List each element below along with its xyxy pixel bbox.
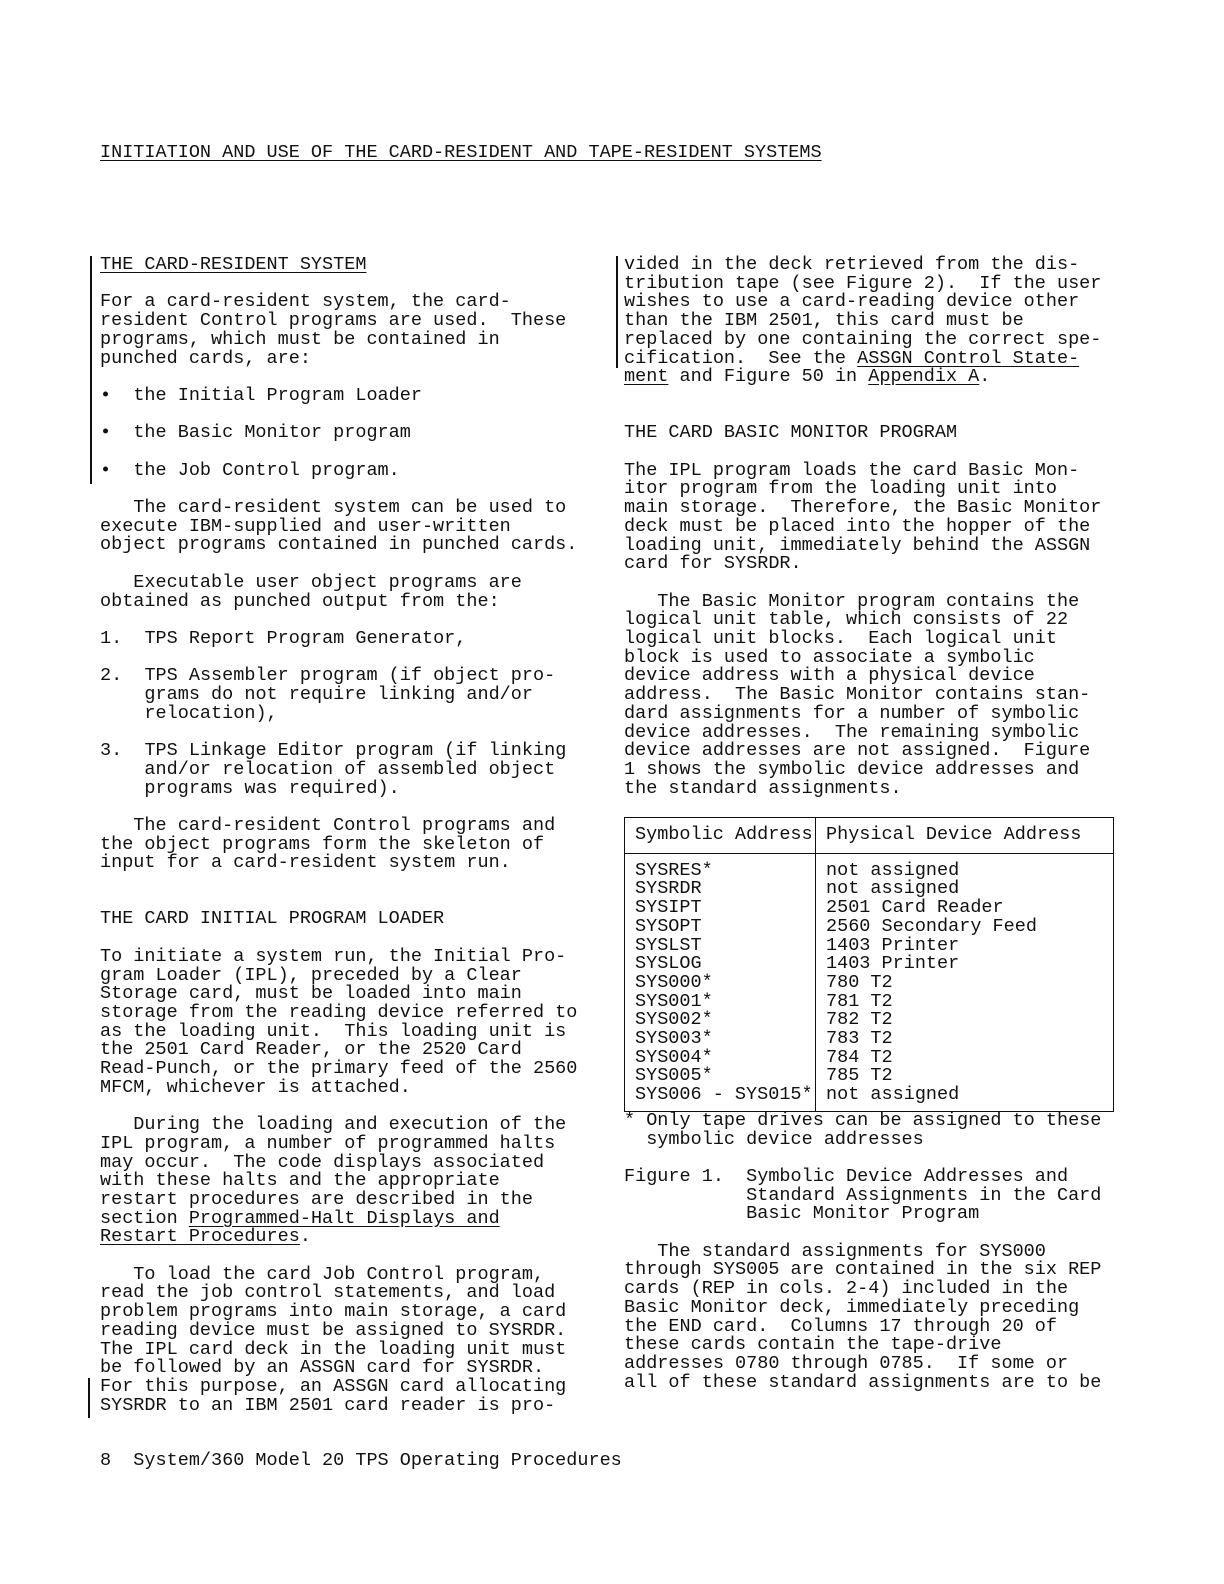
- cross-reference-link[interactable]: ASSGN Control State-: [857, 347, 1080, 369]
- text-line: wishes to use a card-reading device other: [624, 291, 1080, 313]
- paragraph: [624, 459, 1124, 575]
- text-line: deck must be placed into the hopper of the: [624, 515, 1091, 537]
- paragraph: [100, 571, 600, 612]
- text-line: reading device must be assigned to SYSRDR.: [100, 1319, 567, 1341]
- bullet-item: • the Initial Program Loader: [100, 384, 422, 406]
- text-line: addresses 0780 through 0785. If some or: [624, 1352, 1069, 1374]
- table-row: [625, 1030, 1114, 1049]
- text-line: programs, which must be contained in: [100, 328, 500, 350]
- paragraph: [624, 1240, 1124, 1393]
- column-header: Symbolic Address: [625, 818, 816, 854]
- text-line: The IPL card deck in the loading unit must: [100, 1338, 567, 1360]
- text-line: During the loading and execution of the: [100, 1114, 567, 1136]
- table-cell: SYS000*: [625, 974, 816, 993]
- revision-bar: [90, 256, 92, 484]
- list-item: 2. TPS Assembler program (if object pro-: [100, 665, 556, 687]
- table-cell: not assigned: [826, 859, 960, 881]
- text-line: itor program from the loading unit into: [624, 478, 1057, 500]
- table-header-row: [625, 818, 1114, 854]
- list-item: 1. TPS Report Program Generator,: [100, 627, 467, 649]
- table-cell: SYSIPT: [625, 899, 816, 918]
- paragraph: [100, 499, 600, 555]
- paragraph: [100, 945, 600, 1098]
- text-line: all of these standard assignments are to be: [624, 1371, 1102, 1393]
- cross-reference-link[interactable]: Programmed-Halt Displays and: [188, 1207, 500, 1229]
- text-line: relocation),: [144, 702, 278, 724]
- text-line: logical unit blocks. Each logical unit: [624, 628, 1057, 649]
- paragraph: [100, 293, 600, 368]
- table-cell: SYSOPT: [625, 918, 816, 937]
- text-line: The standard assignments for SYS000: [624, 1240, 1046, 1262]
- text-line: MFCM, whichever is attached.: [100, 1076, 411, 1098]
- table-cell: 1403 Printer: [826, 953, 960, 975]
- paragraph: [100, 814, 600, 874]
- text-line: punched cards, are:: [100, 347, 311, 369]
- text-line: Basic Monitor Program: [624, 1203, 980, 1225]
- text-line: ment and Figure 50 in Appendix A.: [624, 366, 991, 388]
- bullet-item: • the Job Control program.: [100, 459, 400, 481]
- table-row: [625, 974, 1114, 993]
- text-line: grams do not require linking and/or: [144, 684, 533, 706]
- appendix-link[interactable]: Appendix A: [868, 366, 980, 388]
- text-line: section Programmed-Halt Displays and: [100, 1207, 500, 1229]
- text-line: input for a card-resident system run.: [100, 852, 511, 874]
- text-line: and/or relocation of assembled object: [144, 758, 556, 780]
- section-heading-initial-program-loader: THE CARD INITIAL PROGRAM LOADER: [100, 908, 445, 930]
- text-line: dard assignments for a number of symbolic: [624, 702, 1080, 724]
- table-cell: 781 T2: [826, 990, 893, 1012]
- table-cell: 783 T2: [826, 1028, 893, 1050]
- text-line: execute IBM-supplied and user-written: [100, 515, 511, 537]
- table-cell: SYS002*: [625, 1011, 816, 1030]
- table-cell: SYSLST: [625, 937, 816, 956]
- text-line: IPL program, a number of programmed halts: [100, 1132, 556, 1154]
- text-line: be followed by an ASSGN card for SYSRDR.: [100, 1357, 545, 1379]
- text-line: cards (REP in cols. 2-4) included in the: [624, 1278, 1069, 1300]
- text-line: device addresses are not assigned. Figure: [624, 740, 1091, 762]
- table-footnote: [624, 1109, 1124, 1150]
- text-line: device address with a physical device: [624, 665, 1035, 687]
- text-line: the END card. Columns 17 through 20 of: [624, 1315, 1057, 1337]
- text-line: object programs contained in punched cards.: [100, 534, 578, 556]
- text-line: device addresses. The remaining symbolic: [624, 721, 1080, 743]
- text-line: Standard Assignments in the Card: [624, 1184, 1102, 1206]
- text-line: read the job control statements, and load: [100, 1282, 556, 1304]
- text-line: card for SYSRDR.: [624, 553, 802, 575]
- right-column: [624, 256, 1124, 1392]
- text-line: The Basic Monitor program contains the: [624, 590, 1080, 612]
- table-cell: SYSRES*: [625, 853, 816, 880]
- text-line: the standard assignments.: [624, 777, 902, 799]
- table-cell: SYS006 - SYS015*: [625, 1086, 816, 1111]
- text-line: Restart Procedures.: [100, 1226, 311, 1248]
- left-column: [100, 256, 600, 1415]
- text-line: Storage card, must be loaded into main: [100, 983, 522, 1005]
- column-header: Physical Device Address: [816, 818, 1114, 854]
- text-line: The IPL program loads the card Basic Mon-: [624, 459, 1080, 481]
- text-line: tribution tape (see Figure 2). If the user: [624, 272, 1102, 294]
- bullet-text: the Job Control program.: [133, 459, 400, 481]
- page-title: INITIATION AND USE OF THE CARD-RESIDENT AND TAPE-RESIDENT SYSTEMS: [100, 142, 822, 163]
- text-line: programs was required).: [144, 777, 400, 799]
- text-line: may occur. The code displays associated: [100, 1151, 545, 1173]
- text-line: loading unit, immediately behind the ASSGN: [624, 534, 1091, 556]
- table-cell: SYS004*: [625, 1049, 816, 1068]
- text-line: obtained as punched output from the:: [100, 590, 500, 612]
- table-cell: 785 T2: [826, 1065, 893, 1087]
- text-line: The card-resident Control programs and: [100, 814, 556, 836]
- text-line: problem programs into main storage, a card: [100, 1301, 567, 1323]
- text-line: To load the card Job Control program,: [100, 1263, 545, 1285]
- table-cell: 780 T2: [826, 971, 893, 993]
- text-line: For a card-resident system, the card-: [100, 291, 511, 313]
- table-cell: not assigned: [826, 1084, 960, 1106]
- cross-reference-link[interactable]: ment: [624, 366, 669, 388]
- text-line: * Only tape drives can be assigned to these: [624, 1109, 1102, 1131]
- text-line: block is used to associate a symbolic: [624, 646, 1035, 668]
- text-line: symbolic device addresses: [624, 1128, 924, 1150]
- page-footer: 8 System/360 Model 20 TPS Operating Procedures: [100, 1450, 622, 1471]
- list-item: 3. TPS Linkage Editor program (if linking: [100, 740, 567, 762]
- text-line: with these halts and the appropriate: [100, 1170, 500, 1192]
- table-cell: not assigned: [826, 878, 960, 900]
- cross-reference-link[interactable]: Restart Procedures: [100, 1226, 300, 1248]
- text-line: To initiate a system run, the Initial Pro-: [100, 945, 567, 967]
- paragraph: [100, 1263, 600, 1416]
- text-line: the object programs form the skeleton of: [100, 833, 545, 855]
- bullet-item: • the Basic Monitor program: [100, 422, 411, 444]
- bullet-text: the Basic Monitor program: [133, 422, 411, 444]
- text-line: resident Control programs are used. These: [100, 310, 567, 332]
- text-line: than the IBM 2501, this card must be: [624, 310, 1024, 332]
- text-line: restart procedures are described in the: [100, 1188, 533, 1210]
- revision-bar: [88, 1378, 90, 1418]
- text-line: gram Loader (IPL), preceded by a Clear: [100, 964, 522, 986]
- text-line: replaced by one containing the correct spe-: [624, 328, 1102, 350]
- text-line: address. The Basic Monitor contains stan-: [624, 684, 1091, 706]
- table-cell: SYSRDR: [625, 880, 816, 899]
- text-line: For this purpose, an ASSGN card allocating: [100, 1375, 567, 1397]
- text-line: as the loading unit. This loading unit is: [100, 1020, 567, 1042]
- text-line: logical unit table, which consists of 22: [624, 609, 1069, 631]
- text-line: the 2501 Card Reader, or the 2520 Card: [100, 1039, 522, 1061]
- table-row: [625, 853, 1114, 880]
- table-cell: 782 T2: [826, 1009, 893, 1031]
- text-line: Basic Monitor deck, immediately preceding: [624, 1296, 1080, 1318]
- figure-caption: [624, 1165, 1124, 1225]
- table-cell: SYSLOG: [625, 955, 816, 974]
- table-cell: 2560 Secondary Feed: [826, 915, 1037, 937]
- table-cell: 1403 Printer: [826, 934, 960, 956]
- symbolic-device-table: [624, 817, 1114, 1112]
- text-line: vided in the deck retrieved from the dis-: [624, 254, 1080, 275]
- table-cell: 784 T2: [826, 1046, 893, 1068]
- text-line: cification. See the ASSGN Control State-: [624, 347, 1080, 369]
- paragraph: [624, 256, 1124, 387]
- text-line: Figure 1. Symbolic Device Addresses and: [624, 1165, 1069, 1187]
- text-line: Read-Punch, or the primary feed of the 2560: [100, 1058, 578, 1080]
- table-cell: SYS003*: [625, 1030, 816, 1049]
- text-line: The card-resident system can be used to: [100, 497, 567, 519]
- text-line: SYSRDR to an IBM 2501 card reader is pro-: [100, 1394, 556, 1416]
- paragraph: [100, 1116, 600, 1247]
- text-line: main storage. Therefore, the Basic Monitor: [624, 497, 1102, 519]
- paragraph: [624, 590, 1124, 799]
- bullet-text: the Initial Program Loader: [133, 384, 422, 406]
- revision-bar: [616, 256, 618, 368]
- table-cell: SYS001*: [625, 993, 816, 1012]
- section-heading-card-resident: THE CARD-RESIDENT SYSTEM: [100, 254, 367, 275]
- text-line: 1 shows the symbolic device addresses and: [624, 758, 1080, 780]
- section-heading-basic-monitor: THE CARD BASIC MONITOR PROGRAM: [624, 422, 958, 444]
- text-line: these cards contain the tape-drive: [624, 1334, 1002, 1356]
- table-row: [625, 1086, 1114, 1111]
- text-line: storage from the reading device referred to: [100, 1001, 578, 1023]
- figure-1-table-wrap: [624, 817, 1124, 1112]
- text-line: Executable user object programs are: [100, 571, 522, 593]
- table-cell: 2501 Card Reader: [826, 897, 1004, 919]
- table-cell: SYS005*: [625, 1067, 816, 1086]
- text-line: through SYS005 are contained in the six REP: [624, 1259, 1102, 1281]
- table-row: [625, 918, 1114, 937]
